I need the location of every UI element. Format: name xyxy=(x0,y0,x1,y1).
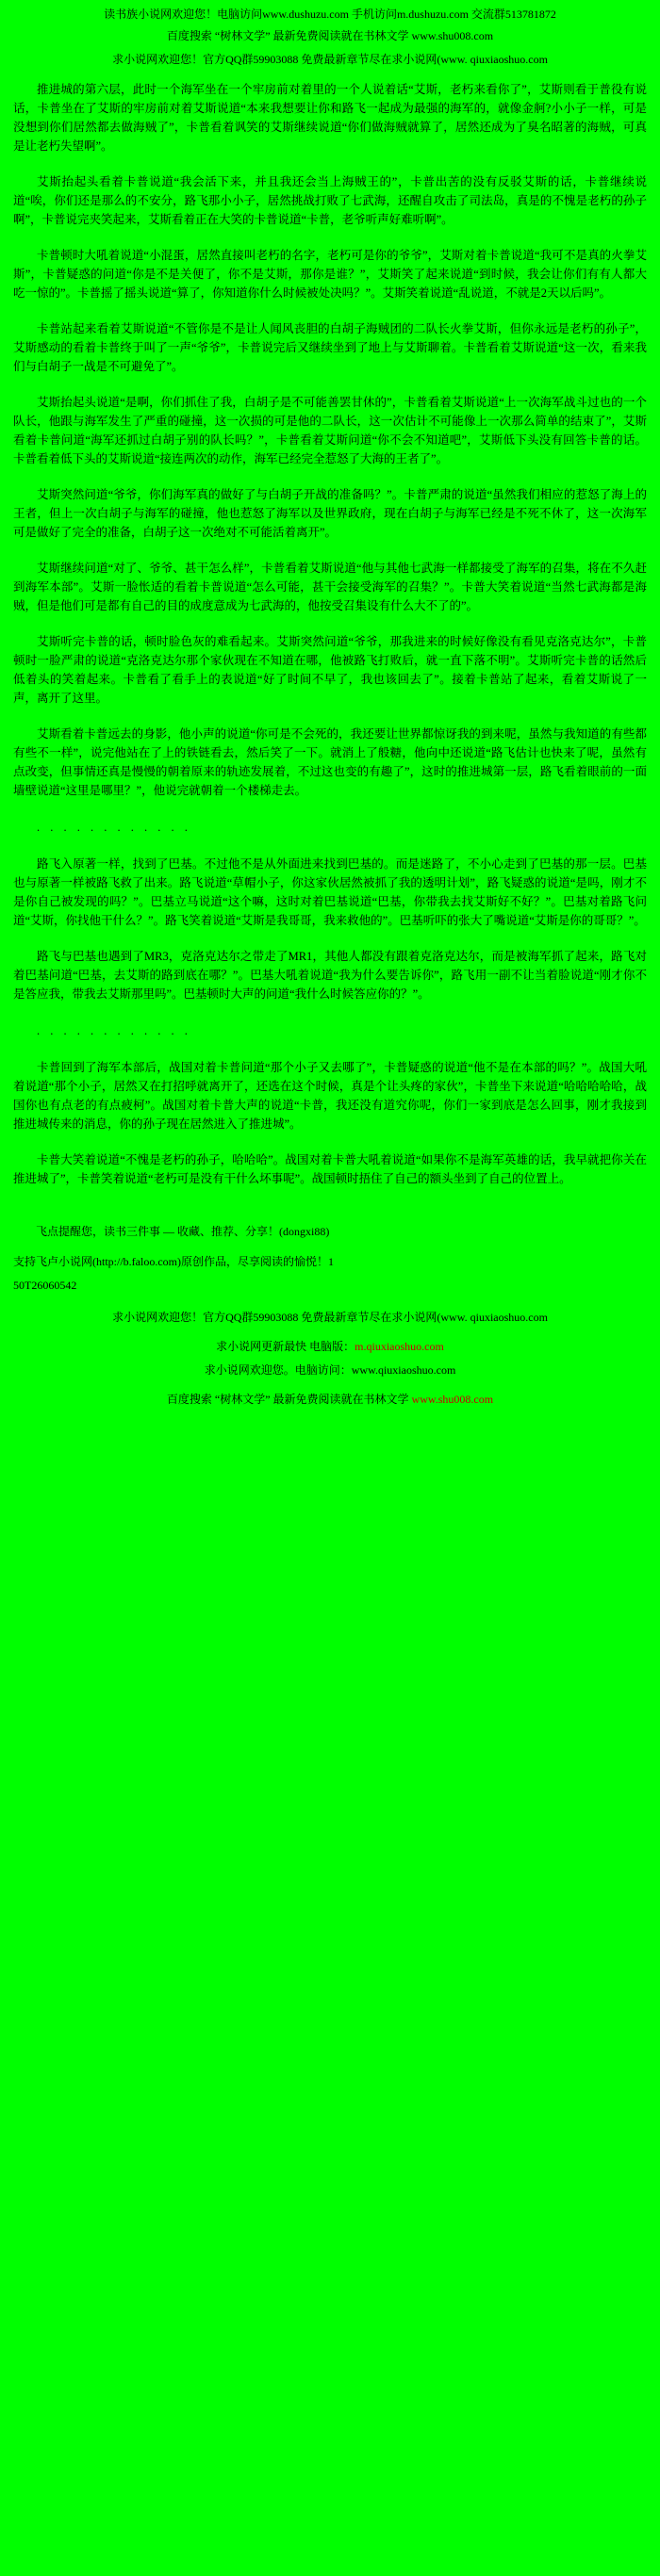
paragraph: 卡普回到了海军本部后，战国对着卡普问道“那个小子又去哪了”，卡普疑惑的说道“他不是在本部的吗？”。战国大吼着说道“那个小子，居然又在打招呼就离开了，还选在这个时候，真是个让头疼的家伙”，卡普坐下来说道“哈哈哈哈哈，战国你也有点老的有点疲柯”。战国对着卡普大声的说道“卡普，我还没有道究你呢，你们一家到底是怎么回事，刚才我接到推进城传来的消息，你的孙子现在居然进入了推进城”。 xyxy=(13,1061,647,1131)
tail-line-2 xyxy=(0,1335,660,1359)
header-line-2-prefix: 百度搜索 “树林文学” 最新免费阅读就在书林文学 xyxy=(166,29,412,42)
tail-line-1: 求小说网欢迎您！官方QQ群59903088 免费最新章节尽在求小说网(www. qiuxiaoshuo.com xyxy=(112,1311,548,1324)
header-line-1 xyxy=(0,4,660,24)
paragraph: 卡普顿时大吼着说道“小混蛋，居然直接叫老朽的名字，老朽可是你的爷爷”，艾斯对着卡普说道“我可不是真的火拳艾斯”，卡普疑惑的问道“你是不是关便了，你不是艾斯，那你是谁？”，艾斯笑了起来说道“到时候，我会让你们有有人都大吃一惊的”。卡普摇了摇头说道“算了，你知道你什么时候被处决吗？”。艾斯笑着说道“乱说道，不就是2天以后吗”。 xyxy=(13,249,647,300)
paragraph: 艾斯看着卡普远去的身影，他小声的说道“你可是不会死的，我还要让世界都惊讶我的到来呢，虽然与我知道的有些都有些不一样”，说完他站在了上的铁链看去，然后笑了一下。就消上了般糖，他向中还说道“路飞估计也快来了呢，虽然有点改变，但事情还真是慢慢的朝着原来的轨迹发展着，不过这也变的有趣了”，这时的推进城第一层，路飞看着眼前的一面墙壁说道“这里是哪里？”，他说完就朝着一个楼梯走去。 xyxy=(13,727,647,797)
header-line-1-text: 读书族小说网欢迎您！电脑访问www.dushuzu.com 手机访问m.dushuzu.com 交流群513781872 xyxy=(104,8,556,21)
paragraph: 路飞入原著一样，找到了巴基。不过他不是从外面进来找到巴基的。而是迷路了，不小心走到了巴基的那一层。巴基也与原著一样被路飞救了出来。路飞说道“草帽小子，你这家伙居然被抓了我的透明计划”，路飞疑惑的说道“是吗，刚才不是你自己被发现的吗？”。巴基立马说道“这个嘛，这时对着巴基说道“巴基，你带我去找艾斯好不好？”。巴基对着路飞问道“艾斯，你找他干什么？”。路飞笑着说道“艾斯是我哥哥，我来救他的”。巴基听吓的张大了嘴说道“艾斯是你的哥哥？”。 xyxy=(13,857,647,927)
support-line-text[interactable]: 支持飞卢小说网(http://b.faloo.com)原创作品，尽享阅读的愉悦！1 xyxy=(13,1255,334,1268)
paragraph: 艾斯抬起头说道“是啊，你们抓住了我，白胡子是不可能善罢甘休的”，卡普看着艾斯说道“上一次海军战斗过也的一个队长，他跟与海军发生了严重的碰撞，这一次损的可是他的二队长，这一次估计不可能像上一次那么简单的结束了”，艾斯看着卡普问道“海军还抓过白胡子别的队长吗？”，卡普看着艾斯问道“你不会不知道吧”，艾斯低下头没有回答卡普的话。卡普看着低下头的艾斯说道“接连两次的动作，海军已经完全惹怒了大海的王者了”。 xyxy=(13,396,647,465)
scene-separator: . . . . . . . . . . . . xyxy=(37,821,191,834)
reminder-line: 飞点提醒您，读书三件事 — 收藏、推荐、分享！(dongxi88) xyxy=(36,1225,330,1238)
paragraph: 艾斯听完卡普的话，顿时脸色灰的难看起来。艾斯突然问道“爷爷，那我进来的时候好像没有看见克洛克达尔”，卡普顿时一脸严肃的说道“克洛克达尔那个家伙现在不知道在哪，他被路飞打败后，就一直下落不明”。艾斯听完卡普的话然后低着头的笑着起来。卡普看了看手上的表说道“好了时间不早了，我也该回去了”。接着卡普站了起来，看着艾斯说了一声，离开了这里。 xyxy=(13,635,647,705)
tail-line-4-prefix: 百度搜索 “树林文学” 最新免费阅读就在书林文学 xyxy=(166,1393,412,1406)
header-line-2-url[interactable]: www.shu008.com xyxy=(411,29,494,42)
footer-block xyxy=(0,1214,660,1296)
tail-line-3-url[interactable]: www.qiuxiaoshuo.com xyxy=(351,1363,456,1377)
tail-line-2-prefix: 求小说网更新最快 电脑版： xyxy=(216,1340,355,1353)
paragraph: 艾斯突然问道“爷爷，你们海军真的做好了与白胡子开战的准备吗？”。卡普严肃的说道“虽然我们相应的惹怒了海上的王者，但上一次白胡子与海军的碰撞，他也惹怒了海军以及世界政府，现在白胡子与海军已经是不死不休了，这一次海军可是做好了完全的准备，白胡子这一次绝对不可能活着离开”。 xyxy=(13,488,647,539)
paragraph: 推进城的第六层，此时一个海军坐在一个牢房前对着里的一个人说着话“艾斯，老朽来看你了”，艾斯则看于普役有说话，卡普坐在了艾斯的牢房前对着艾斯说道“本来我想要让你和路飞一起成为最强的海军的，就像金舸?小小子一样，可是没想到你们居然都去做海贼了”，卡普看着讽笑的艾斯继续说道“你们做海贼就算了，居然还成为了臭名昭著的海贼，可真是让老朽失望啊”。 xyxy=(13,83,647,153)
paragraph: 艾斯继续问道“对了、爷爷、甚干怎么样”，卡普看着艾斯说道“他与其他七武海一样都接受了海军的召集，将在不久赶到海军本部”。艾斯一脸怅适的看着卡普说道“怎么可能，甚干会接受海军的召集？”。卡普大笑着说道“当然七武海都是海贼，但是他们可是都有自己的目的成度意成为七武海的，他按受召集设有什么大不了的”。 xyxy=(13,562,647,612)
header-line-3-text: 求小说网欢迎您！官方QQ群59903088 免费最新章节尽在求小说网(www. qiuxiaoshuo.com xyxy=(112,53,548,66)
paragraph xyxy=(13,1197,647,1214)
tail-line-2-url[interactable]: m.qiuxiaoshuo.com xyxy=(355,1340,444,1353)
chapter-body xyxy=(0,72,660,1214)
header-line-3 xyxy=(0,48,660,72)
scene-separator: . . . . . . . . . . . . xyxy=(37,1024,191,1037)
tail-line-4-url[interactable]: www.shu008.com xyxy=(411,1393,494,1406)
support-line xyxy=(13,1249,647,1274)
header-line-2 xyxy=(0,24,660,48)
paragraph: 卡普大笑着说道“不愧是老朽的孙子，哈哈哈”。战国对着卡普大吼着说道“如果你不是海军英雄的话，我早就把你关在推进城了”，卡普笑着说道“老朽可是没有干什么坏事呢”。战国顿时捂住了自己的额头坐到了自己的位置上。 xyxy=(13,1153,647,1185)
tail-line-3-prefix: 求小说网欢迎您。电脑访问： xyxy=(204,1363,352,1377)
support-code: 50T26060542 xyxy=(13,1279,77,1292)
tail-line-3 xyxy=(0,1359,660,1382)
paragraph: 路飞与巴基也遇到了MR3，克洛克达尔之带走了MR1，其他人都没有跟着克洛克达尔，而是被海军抓了起来，路飞对着巴基问道“巴基，去艾斯的路到底在哪？”。巴基大吼着说道“我为什么要告诉你”，路飞用一副不让当着脸说道“刚才你不是答应我，带我去艾斯那里吗”。巴基顿时大声的问道“我什么时候答应你的？”。 xyxy=(13,950,647,1001)
tail-line-4 xyxy=(0,1388,660,1411)
paragraph: 卡普站起来看着艾斯说道“不管你是不是让人闻风丧胆的白胡子海贼团的二队长火拳艾斯，但你永远是老朽的孙子”，艾斯感动的看着卡普终于叫了一声“爷爷”，卡普说完后又继续坐到了地上与艾斯聊着。卡普看着艾斯说道“这一次，看来我们与白胡子一战是不可避免了”。 xyxy=(13,322,647,373)
tail-block xyxy=(0,1296,660,1411)
paragraph: 艾斯抬起头看着卡普说道“我会活下来，并且我还会当上海贼王的”，卡普出苦的没有反驳艾斯的话，卡普继续说道“唉，你们还是那么的不安分，路飞那小小子，居然挑战打败了七武海，还醒自攻击了司法岛，真是的不愧是老朽的孙子啊”，卡普说完夹笑起来，艾斯看着正在大笑的卡普说道“卡普，老爷听声好难听啊”。 xyxy=(13,175,647,226)
